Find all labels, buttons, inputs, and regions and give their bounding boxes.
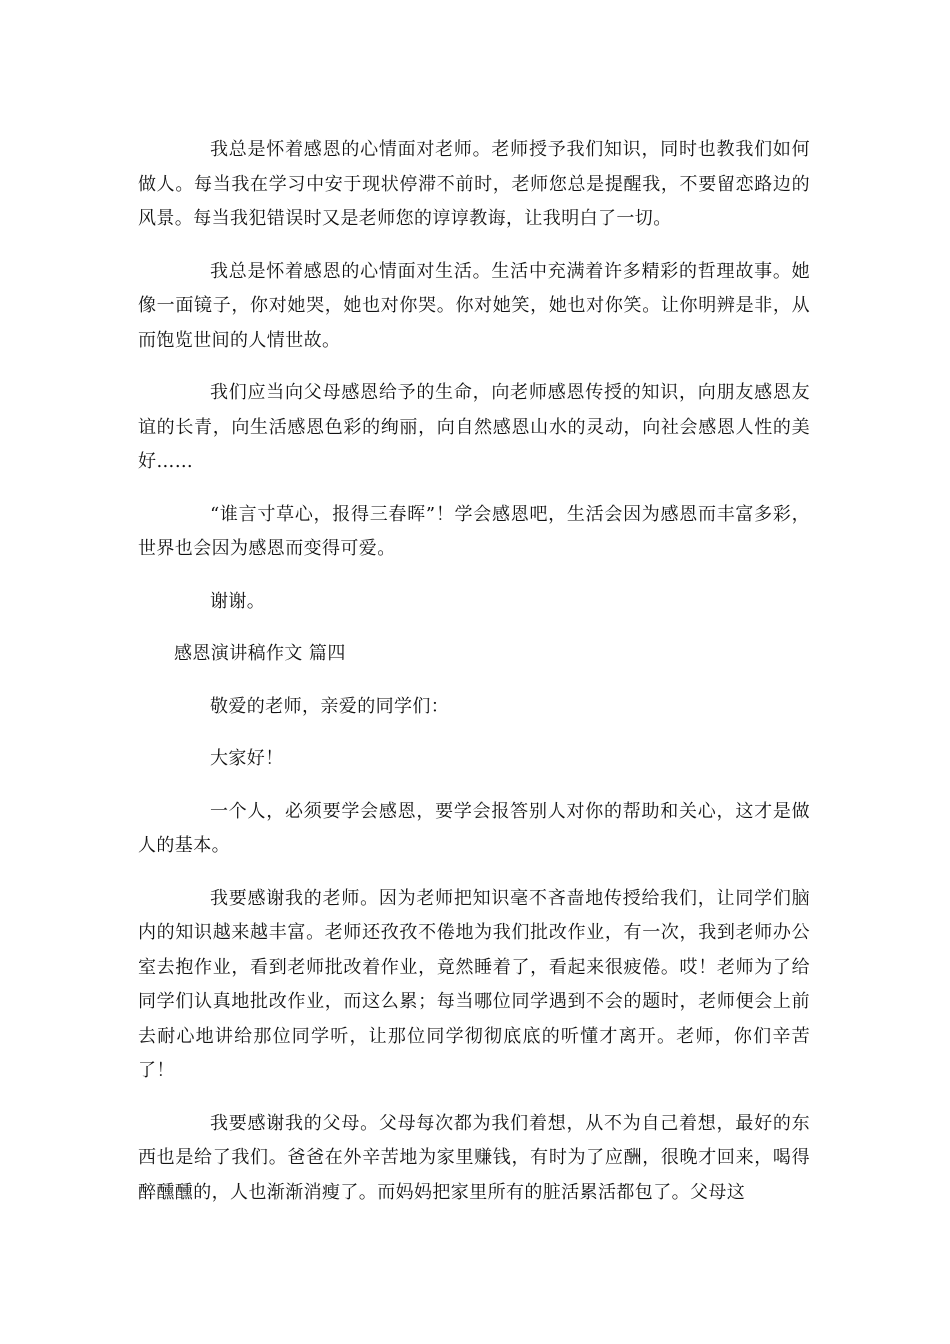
paragraph-thank-parents: 我要感谢我的父母。父母每次都为我们着想，从不为自己着想，最好的东西也是给了我们。爸爸在外辛苦地为家里赚钱，有时为了应酬，很晚才回来，喝得醉醺醺的，人也渐渐消瘦了。而妈妈把家里所有的脏活累活都包了。父母这 [138, 1112, 810, 1203]
paragraph-poem-quote: “谁言寸草心，报得三春晖”！学会感恩吧，生活会因为感恩而丰富多彩，世界也会因为感恩而变得可爱。 [138, 503, 810, 559]
paragraph-greeting: 大家好！ [210, 748, 284, 769]
paragraph-learn-gratitude: 一个人，必须要学会感恩，要学会报答别人对你的帮助和关心，这才是做人的基本。 [138, 800, 810, 856]
paragraph-gratitude-list: 我们应当向父母感恩给予的生命，向老师感恩传授的知识，向朋友感恩友谊的长青，向生活感恩色彩的绚丽，向自然感恩山水的灵动，向社会感恩人性的美好…… [138, 382, 810, 472]
paragraph-life-gratitude: 我总是怀着感恩的心情面对生活。生活中充满着许多精彩的哲理故事。她像一面镜子，你对她哭，她也对你哭。你对她笑，她也对你笑。让你明辨是非，从而饱览世间的人情世故。 [138, 260, 810, 351]
paragraph-thanks: 谢谢。 [210, 590, 266, 612]
paragraph-thank-teachers: 我要感谢我的老师。因为老师把知识毫不吝啬地传授给我们，让同学们脑内的知识越来越丰富。老师还孜孜不倦地为我们批改作业，有一次，我到老师办公室去抱作业，看到老师批改着作业，竟然睡着了，看起来很疲倦。哎！老师为了给同学们认真地批改作业，而这么累；每当哪位同学遇到不会的题时，老师便会上前去耐心地讲给那位同学听，让那位同学彻彻底底的听懂才离开。老师，你们辛苦了！ [138, 887, 810, 1081]
section-heading: 感恩演讲稿作文 篇四 [174, 643, 346, 664]
paragraph-teacher-gratitude: 我总是怀着感恩的心情面对老师。老师授予我们知识，同时也教我们如何做人。每当我在学习中安于现状停滞不前时，老师您总是提醒我，不要留恋路边的风景。每当我犯错误时又是老师您的谆谆教诲，让我明白了一切。 [138, 139, 810, 229]
document-body [138, 133, 810, 1210]
paragraph-salutation: 敬爱的老师，亲爱的同学们： [210, 695, 450, 717]
